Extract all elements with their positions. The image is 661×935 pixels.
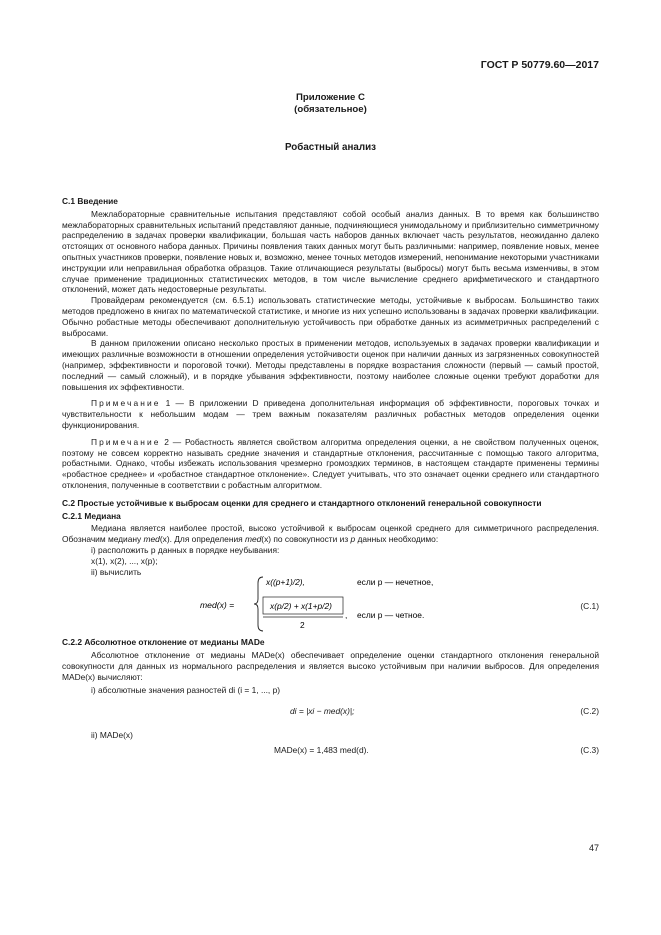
ordered-sequence: x(1), x(2), ..., x(p); — [91, 555, 158, 566]
standard-designation: ГОСТ Р 50779.60—2017 — [480, 59, 599, 71]
section-c22-heading: С.2.2 Абсолютное отклонение от медианы MADe — [62, 637, 265, 648]
paragraph: Межлабораторные сравнительные испытания представляют собой особый анализ данных. В то время как большинство межлабораторных сравнительных испытаний представляют данные, подчиняющиеся унимодальному и приблизительно симметричному распределению в задачах проверки квалификации, большая часть наборов данных включает часть результатов, неожиданно далеко отстоящих от основного набора данных. Причины появления таких данных могут быть различными: например, появление новых, менее опытных участников проверки, появление новых и, возможно, менее точных методов измерений, непонимание некоторыми участниками инструкции или неправильная обработка образцов. Такие отличающиеся результаты (выбросы) могут быть весьма изменчивы, в этом случае применение традиционных статистических методов, в том числе вычисление среднего арифметического и стандартного отклонений, может дать недостоверные результаты. — [62, 208, 599, 295]
step-2: ii) вычислить — [91, 566, 142, 577]
section-c21-heading: С.2.1 Медиана — [62, 510, 121, 521]
svg-text:x(p/2) + x(1+p/2): x(p/2) + x(1+p/2) — [270, 601, 332, 612]
step-3: i) абсолютные значения разностей di (i = 1, ..., p) — [91, 685, 281, 696]
page-number: 47 — [588, 843, 599, 853]
annex-subtitle: (обязательное) — [294, 104, 367, 115]
svg-text:x((p+1)/2),: x((p+1)/2), — [266, 577, 305, 588]
svg-text:если p — нечетное,: если p — нечетное, — [357, 577, 434, 588]
equation-number: (С.2) — [580, 706, 599, 717]
page-title: Робастный анализ — [285, 142, 376, 153]
paragraph: Провайдерам рекомендуется (см. 6.5.1) использовать статистические методы, устойчивые к выбросам. Большинство таких методов предложено в книгах по математической статистике, и многие из них успешно использованы в задачах проверки квалификации. Обычно робастные методы обеспечивают дополнительную устойчивость при обработке данных из асимметричных распределений с выбросами. — [62, 295, 599, 338]
body-text — [62, 196, 599, 763]
paragraph: Абсолютное отклонение от медианы MADe(x) обеспечивает определение оценки стандартного отклонения генеральной совокупности для данных из нормального распределения и является высоко устойчивым при наличии выбросов. Для определения MADe(x) вычисляют: — [62, 650, 599, 682]
note-1: Примечание 1 — В приложении D приведена дополнительная информация об эффективности, пороговых точках и чувствительности к небольшим модам — трем важным показателям различных робастных методов определения оценки функционирования. — [62, 398, 600, 430]
annex-heading — [0, 92, 661, 116]
step-1: i) расположить p данных в порядке неубывания: — [91, 544, 280, 555]
svg-text:если p — четное.: если p — четное. — [357, 610, 425, 621]
section-c1-heading: С.1 Введение — [62, 196, 118, 206]
section-c2-heading: С.2 Простые устойчивые к выбросам оценки для среднего и стандартного отклонений генеральной совокупности — [62, 497, 542, 508]
piecewise-brace — [162, 573, 582, 633]
equation-c3: MADe(x) = 1,483 med(d). (С.3) — [274, 745, 599, 756]
equation-number: (С.3) — [580, 745, 599, 756]
step-4: ii) MADe(x) — [91, 730, 133, 741]
paragraph: Медиана является наиболее простой, высоко устойчивой к выбросам оценкой среднего для симметричного распределения. Обозначим медиану med(x). Для определения med(x) по совокупности из p данных необходимо: — [62, 523, 599, 545]
note-label: Примечание — [91, 398, 161, 409]
note-label: Примечание — [91, 436, 161, 447]
svg-text:2: 2 — [300, 620, 305, 631]
equation-number: (С.1) — [580, 601, 599, 612]
equation-c2: di = |xi − med(x)|; (С.2) — [290, 706, 599, 717]
note-2: Примечание 2 — Робастность является свойством алгоритма определения оценки, а не свойством полученных оценок, поэтому не совсем корректно называть средние значения и стандартные отклонения, рассчитанные с помощью такого алгоритма, робастными. Однако, чтобы избежать использования чрезмерно громоздких терминов, в настоящем стандарте применены термины «робастное среднее» и «робастное стандартное отклонение». Следует учитывать, что это означает оценки среднего или стандартного отклонения, полученные в соответствии с робастным алгоритмом. — [62, 436, 599, 490]
svg-text:,: , — [345, 610, 348, 621]
paragraph: В данном приложении описано несколько простых в применении методов, используемых в задачах проверки квалификации и имеющих различные возможности в отношении определения устойчивости оценок при наличии данных из загрязненных совокупностей (например, эффективности и пороговой точки). Методы представлены в порядке возрастания сложности (первый — самый простой, последний — самый сложный), и в порядке убывания эффективности, поэтому наиболее сложные оценки требуют доработки для повышения их эффективности. — [62, 338, 599, 392]
equation-c1 — [62, 577, 599, 637]
annex-title: Приложение С — [296, 92, 365, 103]
svg-text:med(x) =: med(x) = — [200, 600, 235, 611]
